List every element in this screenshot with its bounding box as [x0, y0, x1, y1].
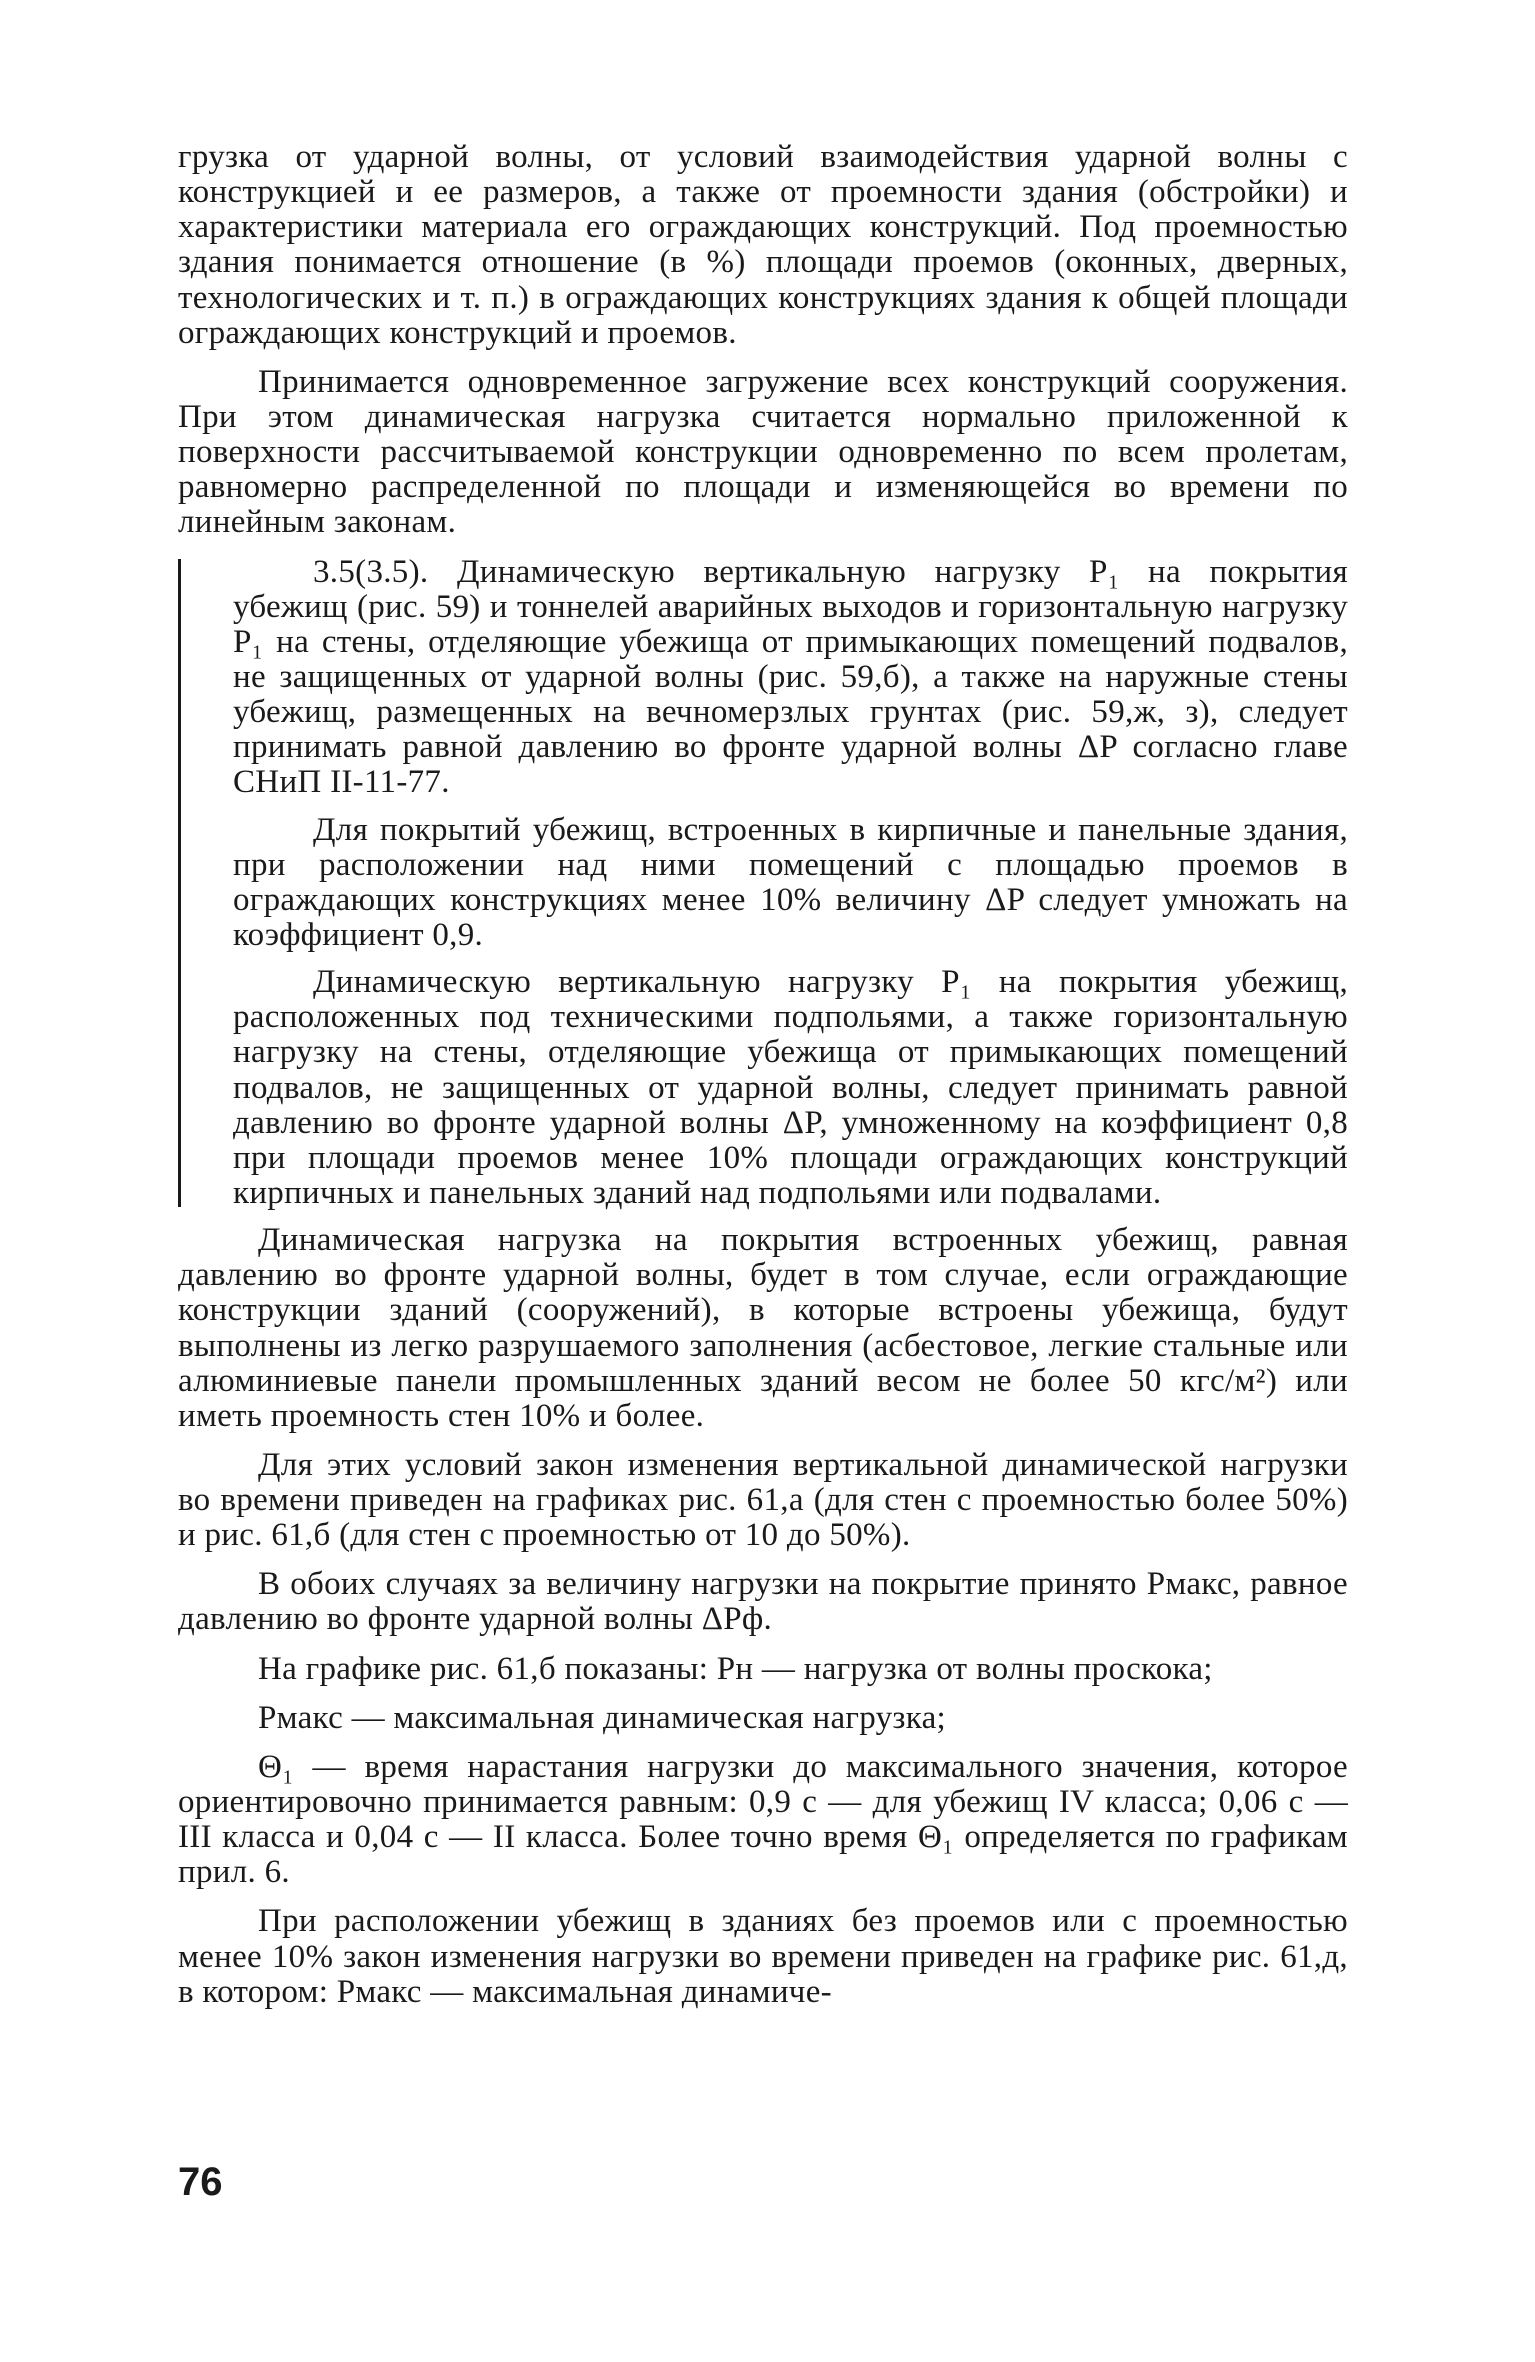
paragraph-dynamic-load: Динамическая нагрузка на покрытия встроенных убежищ, равная давлению во фронте ударной волны, будет в том случае, если ограждающие конструкции зданий (сооружений), в которые встроены убежища, будут выполнены из легко разрушаемого заполнения (асбестовое, легкие стальные или алюминиевые панели промышленных зданий весом не более 50 кгс/м²) или иметь проемность стен 10% и более.	[178, 1222, 1348, 1434]
paragraph-no-openings: При расположении убежищ в зданиях без проемов или с проемностью менее 10% закон изменения нагрузки во времени приведен на графике рис. 61,д, в котором: Pмакс — максимальная динамиче-	[178, 1903, 1348, 2010]
document-page	[178, 140, 1348, 2024]
amended-section	[178, 555, 1348, 1212]
definition-theta: Θ₁ — время нарастания нагрузки до максимального значения, которое ориентировочно принимается равным: 0,9 с — для убежищ IV класса; 0,06 с — III класса и 0,04 с — II класса. Более точно время Θ₁ определяется по графикам прил. 6.	[178, 1748, 1348, 1891]
page-number: 76	[178, 2160, 223, 2204]
paragraph-covers-brick-panel: Для покрытий убежищ, встроенных в кирпичные и панельные здания, при расположении над ними помещений с площадью проемов в ограждающих конструкциях менее 10% величину ΔP следует умножать на коэффициент 0,9.	[233, 811, 1348, 953]
change-bar	[178, 559, 181, 1208]
paragraph-both-cases: В обоих случаях за величину нагрузки на покрытие принято Pмакс, равное давлению во фронте ударной волны ΔPф.	[178, 1566, 1348, 1638]
definition-pmax: Pмакс — максимальная динамическая нагрузка;	[258, 1699, 946, 1736]
paragraph-3-5: 3.5(3.5). Динамическую вертикальную нагрузку P₁ на покрытия убежищ (рис. 59) и тоннелей аварийных выходов и горизонтальную нагрузку P₁ на стены, отделяющие убежища от примыкающих помещений подвалов, не защищенных от ударной волны (рис. 59,б), а также на наружные стены убежищ, размещенных на вечномерзлых грунтах (рис. 59,ж, з), следует принимать равной давлению во фронте ударной волны ΔP согласно главе СНиП II-11-77.	[233, 553, 1348, 801]
paragraph-technical-subfloors: Динамическую вертикальную нагрузку P₁ на покрытия убежищ, расположенных под техническими подпольями, а также горизонтальную нагрузку на стены, отделяющие убежища от примыкающих помещений подвалов, не защищенных от ударной волны, следует принимать равной давлению во фронте ударной волны ΔP, умноженному на коэффициент 0,8 при площади проемов менее 10% площади ограждающих конструкций кирпичных и панельных зданий над подпольями или подвалами.	[233, 964, 1348, 1211]
paragraph-conditions-law: Для этих условий закон изменения вертикальной динамической нагрузки во времени приведен на графиках рис. 61,а (для стен с проемностью более 50%) и рис. 61,б (для стен с проемностью от 10 до 50%).	[178, 1446, 1348, 1554]
paragraph-2: Принимается одновременное загружение всех конструкций сооружения. При этом динамическая нагрузка считается нормально приложенной к поверхности рассчитываемой конструкции одновременно по всем пролетам, равномерно распределенной по площади и изменяющейся во времени по линейным законам.	[178, 363, 1348, 541]
paragraph-graph-legend: На графике рис. 61,б показаны: Pн — нагрузка от волны проскока;	[258, 1650, 1213, 1687]
paragraph-1: грузка от ударной волны, от условий взаимодействия ударной волны с конструкцией и ее размеров, а также от проемности здания (обстройки) и характеристики материала его ограждающих конструкций. Под проемностью здания понимается отношение (в %) площади проемов (оконных, дверных, технологических и т. п.) в ограждающих конструкциях здания к общей площади ограждающих конструкций и проемов.	[178, 139, 1348, 351]
